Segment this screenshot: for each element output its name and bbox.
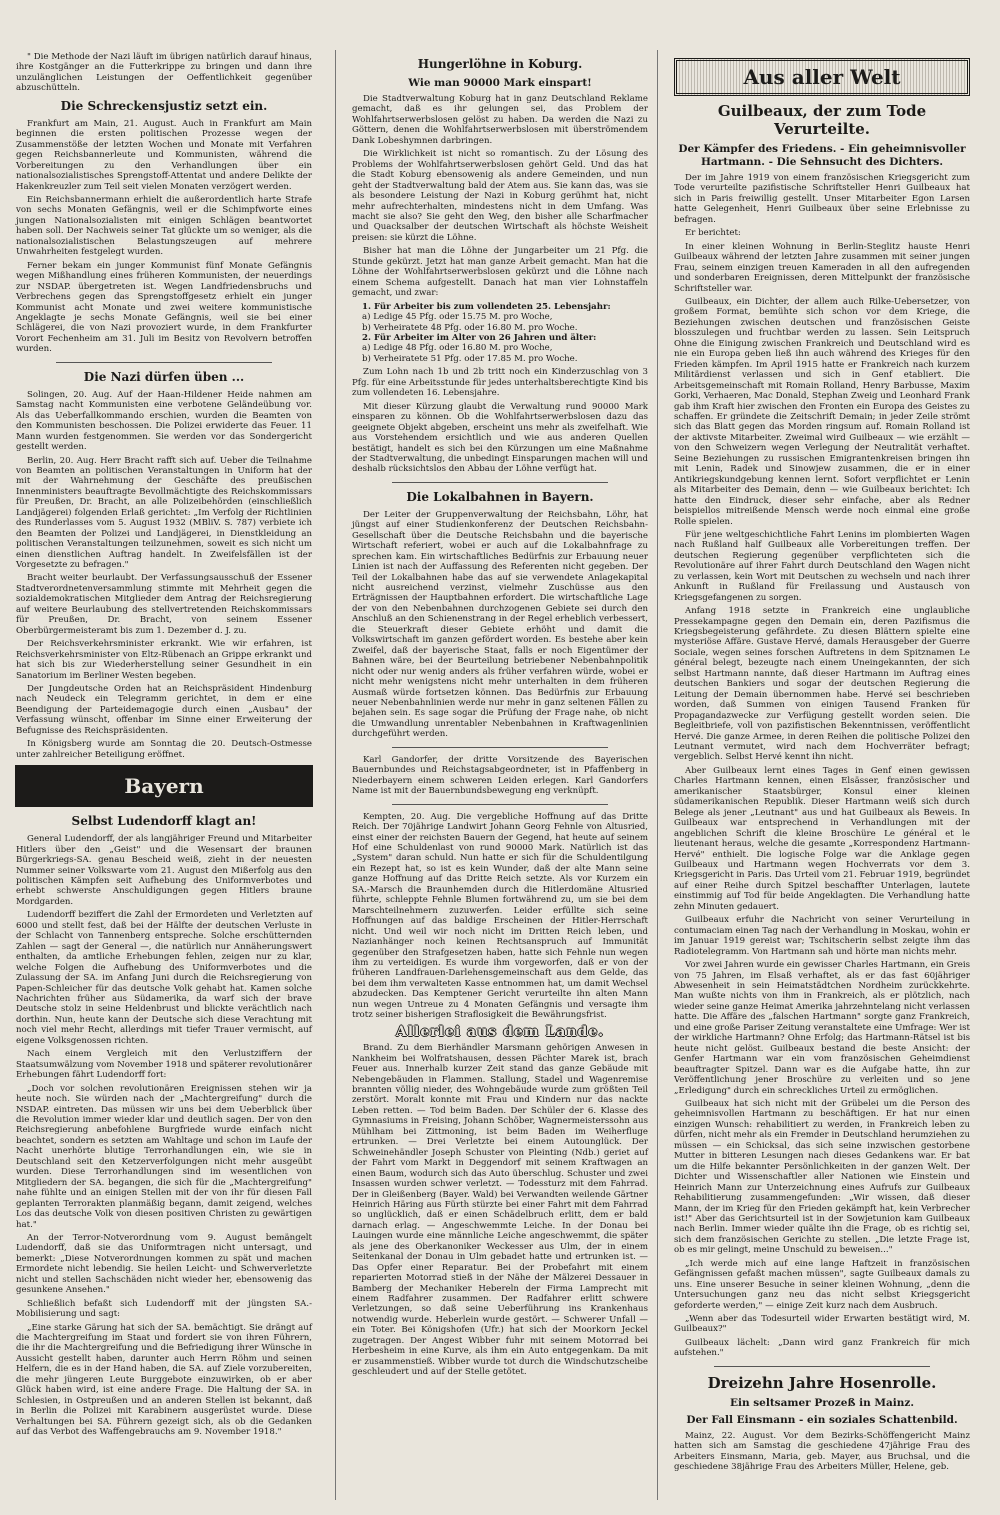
subheadline: Der Fall Einsmann - ein soziales Schattenbild. bbox=[686, 1413, 958, 1426]
list-item: 1. Für Arbeiter bis zum vollendeten 25. Lebensjahr: bbox=[362, 301, 611, 312]
article-paragraph: „Doch vor solchen revolutionären Ereignissen stehen wir ja heute noch. Sie würden nach der „Machtergreifung" durch die NSDAP. eintreten. Das müssen wir uns bei dem Ueberblick über die Revolution immer wieder klar und deutlich sagen. Der von den Reichsregierung anbefohlene Burgfriede wurde einfach nicht beachtet, sondern es setzten am Wahltage und schon im Laufe der Nacht unerhörte blutige Terrorhandlungen ein, wie sie in Deutschland seit den Ketzerverfolgungen nicht mehr ausgeübt wurden. Diese Terrorhandlungen sind im wesentlichen von Mitgliedern der SA. begangen, die sich für die „Machtergreifung" nahe fühlte und an einigen Stellen mit der von ihr für diesen Fall geplanten Terrorakten planmäßig begann, damit zeigend, welches Los das deutsche Volk von diesen positiven Christen zu gewärtigen hat." bbox=[16, 1083, 312, 1230]
article-paragraph: Für jene weltgeschichtliche Fahrt Lenins im plombierten Wagen nach Rußland half Guilbeaux alle Vorbereitungen treffen. Der deutschen Regierung gegenüber verpflichteten sich die Revolutionäre auf ihrer Fahrt durch Deutschland den Wagen nicht zu verlassen, kein Wort mit Deutschen zu wechseln und nach ihrer Ankunft in Rußland für Freilassung und Austausch von Kriegsgefangenen zu sorgen. bbox=[674, 529, 970, 603]
article-paragraph: Vor zwei Jahren wurde ein gewisser Charles Hartmann, ein Greis von 75 Jahren, im Elsaß verhaftet, als er das fast 60jähriger Abwesenheit in sein Heimatstädtchen Nordheim zurückkehrte. Man wußte nichts von ihm in Frankreich, als er plötzlich, nach wieder seine ganze Heimat Amerika jahrzehntelang nicht verlassen hatte. Die Affäre des „falschen Hartmann" sorgte ganz Frankreich, und eine große Pariser Zeitung veranstaltete eine Umfrage: Wer ist der wirkliche Hartmann? Ohne Erfolg; das Hartmann-Rätsel ist bis heute nicht gelöst. Guilbeaux bestand die beste Ansicht: der Genfer Hartmann war ein vom französischen Geheimdienst beauftragter Spitzel. Dann war es die Aufgabe hatte, ihn zur Veröffentlichung jener Broschüre zu verleiten und so jene „Erledigung" durch ein schreckliches Urteil zu ermöglichen. bbox=[674, 960, 970, 1096]
subheadline: Der Kämpfer des Friedens. - Ein geheimnisvoller Hartmann. - Die Sehnsucht des Dichters. bbox=[678, 143, 966, 168]
article-paragraph: In Königsberg wurde am Sonntag die 20. Deutsch-Ostmesse unter zahlreicher Beteiligung eröffnet. bbox=[16, 739, 312, 760]
column-rule bbox=[657, 50, 658, 1500]
headline-schreckensjustiz: Die Schreckensjustiz setzt ein. bbox=[60, 98, 268, 113]
article-paragraph: Brand. Zu dem Bierhändler Marsmann gehörigen Anwesen in Nankheim bei Wolfratshausen, dessen Pächter Marek ist, brach Feuer aus. Innerhalb kurzer Zeit stand das ganze Gebäude mit Nebengebäuden in Flammen. Stallung, Stadel und Wagenremise brannten völlig nieder, des Wohngebäude wurde zum größten Teil zerstört. Moralt konnte mit Frau und Kindern nur das nackte Leben retten. — Tod beim Baden. Der Schüler der 6. Klasse des Gymnasiums in Freising, Johann Schöber, Wagnermeisterssohn aus Mühlham bei Zittmoning, ist beim Baden im Weiherfluge ertrunken. — Drei Verletzte bei einem Autounglück. Der Schweinehändler Joseph Schuster von Pleinting (Ndb.) geriet auf der Fahrt vom Markt in Deggendorf mit seinem Kraftwagen an einen Baum, wodurch sich das Auto überschlug. Schuster und zwei Insassen wurden schwer verletzt. — Todessturz mit dem Fahrrad. Der in Gleißenberg (Bayer. Wald) bei Verwandten weilende Gärtner Heinrich Häring aus Fürth stürzte bei einer Fahrt mit dem Fahrrad so unglücklich, daß er einen Schädelbruch erlitt, dem er bald darnach erlag. — Angeschwemmte Leiche. In der Donau bei Lauingen wurde eine männliche Leiche angeschwemmt, die später als jene des Oberkanoniker Weckesser aus Ulm, der in einem Seitenkanal der Donau in Ulm gebadet hatte und ertrunken ist. — Das Opfer einer Reparatur. Bei der Probefahrt mit einem reparierten Motorrad stieß in der Nähe der Mälzerei Dessauer in Bamberg der Mechaniker Hebereln der Firma Lamprecht mit einem Radfahrer zusammen. Der Radfahrer erlitt schwere Verletzungen, so daß seine Ueberführung ins Krankenhaus notwendig wurde. Heberlein wurde gestört. — Schwerer Unfall — ein Toter. Bei Königshofen (Ufr.) hat sich der Moorkorn Jeckel zugetragen. Der Angest Wibber fuhr mit seinem Motorrad bei Herbesheim in eine Kurve, als ihm ein Auto entgegenkam. Da mit er zusammenstieß. Wibber wurde tot durch die Windschutzscheibe geschleudert und auf der Stelle getötet. bbox=[352, 1043, 648, 1378]
headline-lokalbahnen: Die Lokalbahnen in Bayern. bbox=[406, 489, 594, 504]
list-item: b) Verheiratete 48 Pfg. oder 16.80 M. pro Woche. bbox=[362, 322, 578, 333]
list-item: a) Ledige 48 Pfg. oder 16.80 M. pro Woche, bbox=[362, 343, 553, 354]
list-item: a) Ledige 45 Pfg. oder 15.75 M. pro Woche, bbox=[362, 312, 553, 323]
article-paragraph: Ferner bekam ein junger Kommunist fünf Monate Gefängnis wegen Mißhandlung eines früheren Kommunisten, der neuerdings zur NSDAP. übergetreten ist. Wegen Landfriedensbruchs und Verbrechens gegen das Sprengstoffgesetz erhielt ein junger Kommunist acht Monate und zwei weitere kommunistische Angeklagte je sechs Monate Gefängnis, weil sie bei einer Schlägerei, die von Nazi provoziert wurde, in dem Frankfurter Vorort Fechenheim am 31. Juli im Besitz von Revolvern betroffen wurden. bbox=[16, 260, 312, 355]
article-paragraph: Bisher hat man die Löhne der Jungarbeiter um 21 Pfg. die Stunde gekürzt. Jetzt hat man ganze Arbeit gemacht. Man hat die Löhne der Wohlfahrtserwerbslosen gekürzt und die Löhne nach einem Schema aufgestellt. Danach hat man vier Lohnstaffeln gemacht, und zwar: bbox=[352, 246, 648, 299]
article-paragraph: An der Terror-Notverordnung vom 9. August bemängelt Ludendorff, daß sie das Uniformtragen nicht untersagt, und bemerkt: „Diese Notverordnungen kommen zu spät und machen Ermordete nicht lebendig. Sie heilen Leicht- und Schwerverletzte nicht und stellen Sachschäden nicht wieder her, ebensowenig das gesunkene Ansehen." bbox=[16, 1232, 312, 1296]
article-paragraph: Ludendorff beziffert die Zahl der Ermordeten und Verletzten auf 6000 und stellt fest, daß bei der Hälfte der deutschen Verluste in der Schlacht von Tannenberg entspreche. Solche erschütternden Zahlen — sagt der General —, die natürlich nur Annäherungswert enthalten, da amtliche Erhebungen fehlen, zeigen nur zu klar, welche Folgen die Aufhebung des Uniformverbotes und die Zulassung der SA. im Anfang Juni durch die Reichsregierung von Papen-Schleicher für das deutsche Volk gehabt hat. Kamen solche Nachrichten früher aus Südamerika, da warf sich der brave Deutsche stolz in seine Heldenbrust und blickte verächtlich nach dorthin. Nun, heute kann der Deutsche sich diese Verachtung mit noch viel mehr Recht, allerdings mit tiefer Trauer vermischt, auf eigene Volksgenossen richten. bbox=[16, 910, 312, 1046]
article-paragraph: Schließlich befaßt sich Ludendorff mit der jüngsten SA.-Mobilisierung und sagt: bbox=[16, 1298, 312, 1320]
article-paragraph: „Eine starke Gärung hat sich der SA. bemächtigt. Sie drängt auf die Machtergreifung im Staat und fordert sie von ihren Führern, die ihr die Machtergreifung und die Befriedigung ihrer Wünsche in Aussicht gestellt haben, darunter auch Herrn Röhm und seinen Helfern, die es in der Hand haben, die SA. auf Ziele vorzubereiten, die mehr jüngeren Leute Burggebote einzuwirken, ob er aber Glück haben wird, ist eine andere Frage. Die Haltung der SA. in Schlesien, in Ostpreußen und an anderen Stellen ist bekannt, daß in Berlin die Polizei mit Karabinern ausgerüstet wurde. Diese Verhaltungen bei SA. Führern gezeigt sich, als ob die Gedanken auf das Verbot des Waffengebrauchs am 9. November 1918." bbox=[16, 1322, 312, 1438]
column-middle bbox=[352, 52, 648, 1381]
headline-ludendorff: Selbst Ludendorff klagt an! bbox=[71, 814, 257, 829]
column-left bbox=[16, 52, 312, 1441]
article-paragraph: Guilbeaux, ein Dichter, der allem auch Rilke-Uebersetzer, von großem Format, bemühte sich schon vor dem Kriege, die Beziehungen zwischen deutschen und französischen Geiste blosszulegen und fruchtbar werden zu lassen. Sein Leitspruch Ohne die Einigung zwischen Frankreich und Deutschland wird es nie ein Europa geben ließ ihn auch während des Krieges für den Frieden kämpfen. Im April 1915 hatte er Frankreich nach kurzem Militärdienst verlassen und sich in Genf etabliert. Die Arbeitsgemeinschaft mit Romain Rolland, Henry Barbusse, Maxim Gorki, Verhaeren, Mac Donald, Stephan Zweig und Leonhard Frank gab ihm Kraft hier zwischen den Fronten ein Europa des Geistes zu schaffen. Er gründete die Zeitschrift Demain; in jeder Zeile strömt sich das Blatt gegen das Morden ringsum auf. Romain Rolland ist der aktivste Mitarbeiter. Zweimal wird Guilbeaux — wie erzählt — von den Schweizern wegen Verlegung der Neutralität verhaftet. Seine Beziehungen zu russischen Emigrantenkreisen bringen ihn mit Lenin, Radek und Sinowjew zusammen, die er in einer Antikriegskundgebung kennen lernt. Sofort verpflichtet er Lenin als Mitarbeiter des Demain, denn — wie Guilbeaux berichtet: Ich hatte den Eindruck, dieser sehr einfache, aber als Redner beispiellos mitreißende Mensch werde noch einmal eine große Rolle spielen. bbox=[674, 296, 971, 527]
article-paragraph: Guilbeaux erfuhr die Nachricht von seiner Verurteilung in contumaciam einen Tag nach der Verhandlung in Moskau, wohin er im Januar 1919 gereist war; Tschitscherin selbst zeigte ihm das Radiotelegramm. Von Hartmann sah und hörte man nichts mehr. bbox=[674, 915, 970, 957]
divider bbox=[56, 362, 272, 363]
divider bbox=[392, 482, 608, 483]
list-item: b) Verheiratete 51 Pfg. oder 17.85 M. pro Woche. bbox=[362, 353, 578, 364]
column-right bbox=[674, 52, 970, 1476]
article-paragraph: „Ich werde mich auf eine lange Haftzeit in französischen Gefängnissen gefaßt machen müssen", sagte Guilbeaux damals zu uns. Eine unserer Besuche in seiner kleinen Wohnung, „denn die Untersuchungen ganz neu das nicht selbst Kriegsgericht geforderte werden," — einige Zeit kurz nach dem Ausbruch. bbox=[674, 1258, 970, 1311]
article-paragraph: Karl Gandorfer, der dritte Vorsitzende des Bayerischen Bauernbundes und Reichstagsabgeordneter, ist in Pfaffenberg in Niederbayern einem schweren Leiden erlegen. Karl Gandorfers Name ist mit der Bauernbundsbewegung eng verknüpft. bbox=[352, 754, 648, 797]
article-paragraph: Zum Lohn nach 1b und 2b tritt noch ein Kinderzuschlag von 3 Pfg. für eine Arbeitsstunde für jedes unterhaltsberechtigte Kind bis zum vollendeten 16. Lebensjahre. bbox=[352, 367, 648, 399]
article-paragraph: Kempten, 20. Aug. Die vergebliche Hoffnung auf das Dritte Reich. Der 70jährige Landwirt Johann Georg Fehnle von Altusried, einst einer der reichsten Bauern der Gegend, hat heute auf seinem Hof eine Schuldenlast von rund 90000 Mark. Natürlich ist das „System" daran schuld. Nun hatte er sich für die Schuldentilgung ein Rezept hat, so ist es kein Wunder, daß der alte Mann seine ganze Hoffnung auf das Dritte Reich setzte. Als vor Kurzem ein SA.-Marsch die Braunhemden durch die Hitlerdomäne Altusried führte, schleppte Fehnle Blumen fortwährend zu, um sie bei dem Marschteilnehmern zuzuwerfen. Leider erfüllte sich seine Hoffnungen auf das baldige Erscheinen der Hitler-Herrschaft nicht. Und weil wir noch nicht im Dritten Reich leben, und Nazianhänger noch keinen Rechtsanspruch auf Immunität gegenüber den Strafgesetzen haben, hatte sich Fehnle nun wegen ihm zu verteidigen. Es wurde ihm vorgeworfen, daß er von der früheren Landfrauen-Darlehensgemeinschaft aus dem Gelde, das bei dem ihm verwalteten Kasse entnommen hat, um damit Wechsel abzudecken. Das Kemptener Gericht verurteilte ihn alten Mann nun wegen Untreue zu 4 Monaten Gefängnis und versagte ihm trotz seiner bisherigen Straflosigkeit die Bewährungsfrist. bbox=[352, 811, 648, 1021]
article-paragraph: Berlin, 20. Aug. Herr Bracht rafft sich auf. Ueber die Teilnahme von Beamten an politischen Veranstaltungen in Uniform hat der mit der Wahrnehmung der Geschäfte des preußischen Innenministers beauftragte Bevollmächtigte des Reichskommissars für Preußen, Dr. Bracht, an alle Polizeibehörden (einschließlich Landjägerei) folgenden Erlaß gerichtet: „Im Verfolg der Richtlinien des Runderlasses vom 5. August 1932 (MBliV. S. 787) verbiete ich den Beamten der Polizei und Landjägerei, in Dienstkleidung an politischen Veranstaltungen teilzunehmen, soweit es sich nicht um einen dienstlichen Auftrag handelt. In Zweifelsfällen ist der Vorgesetzte zu befragen." bbox=[16, 455, 312, 571]
subheadline: Wie man 90000 Mark einspart! bbox=[408, 77, 592, 89]
article-paragraph: Nach einem Vergleich mit den Verlustziffern der Staatsumwälzung vom November 1918 und späterer revolutionärer Erhebungen fährt Ludendorff fort: bbox=[16, 1049, 312, 1081]
headline-hungerloehne: Hungerlöhne in Koburg. bbox=[417, 57, 583, 71]
article-paragraph: Er berichtet: bbox=[685, 228, 741, 239]
article-paragraph: Mit dieser Kürzung glaubt die Verwaltung rund 90000 Mark einsparen zu können. Ob die Wohlfahrtserwerbslosen dazu das geeignete Objekt abgeben, erscheint uns mehr als zweifelhaft. Wie aus Vorstehendem ersichtlich und wie aus anderen Quellen bestätigt, handelt es sich bei den Kürzungen um eine Maßnahme der Stadtverwaltung, die unbedingt Einsparungen machen will und deshalb rücksichtslos den Abbau der Löhne verfügt hat. bbox=[352, 401, 648, 475]
divider bbox=[714, 1366, 930, 1367]
article-paragraph: General Ludendorff, der als langjähriger Freund und Mitarbeiter Hitlers über den „Geist" und die Wesensart der braunen Bürgerkriegs-SA. genau Bescheid weiß, zieht in der neuesten Nummer seiner Volkswarte vom 21. August den Mißerfolg aus den politischen Kämpfen seit Aufhebung des Uniformverbotes und erhebt schwerste Anschuldigungen gegen Hitlers braune Mordgarden. bbox=[16, 834, 312, 907]
article-paragraph: Bracht weiter beurlaubt. Der Verfassungsausschuß der Essener Stadtverordnetenversammlung stimmte mit Mehrheit gegen die sozialdemokratischen Mitglieder dem Antrag der Reichsregierung auf weitere Beurlaubung des stellvertretenden Reichskommissars für Preußen, Dr. Bracht, von seinem Essener Oberbürgermeisteramt bis zum 1. Dezember d. J. zu. bbox=[16, 573, 312, 636]
headline-guilbeaux: Guilbeaux, der zum Tode Verurteilte. bbox=[717, 102, 927, 138]
list-item: 2. Für Arbeiter im Alter von 26 Jahren und älter: bbox=[362, 332, 597, 343]
article-paragraph: Solingen, 20. Aug. Auf der Haan-Hildener Heide nahmen am Samstag nacht Kommunisten eine verbotene Geländeübung vor. Als das Ueberfallkommando erschien, wurden die Beamten von den Kommunisten beschossen. Die Polizei erwiderte das Feuer. 11 Mann wurden festgenommen. Sie werden vor das Sondergericht gestellt werden. bbox=[16, 389, 312, 453]
article-paragraph: Frankfurt am Main, 21. August. Auch in Frankfurt am Main beginnen die ersten politischen Prozesse wegen der Zusammenstöße der letzten Wochen und Monate mit Verfahren gegen Reichsbannerleute und Kommunisten, während die Vorbereitungen zu den Verhandlungen über ein nationalsozialistisches Sprengstoff-Attentat und andere Delikte der Hakenkreuzler zum Teil seit vielen Monaten verzögert werden. bbox=[16, 118, 312, 192]
article-paragraph: Anfang 1918 setzte in Frankreich eine unglaubliche Pressekampagne gegen den Demain ein, deren Pazifismus die Kriegsbegeisterung gefährdete. Zu diesen Blättern spielte eine mysteriöse Affäre. Gustave Hervé, damals Herausgeber der Guerre Sociale, wegen seines forschen Auftretens in dem Spitznamen Le général belegt, bezeugte nach einem Uneingekannten, der sich selbst Hartmann nannte, daß dieser Hartmann im Auftrag eines deutschen Bankiers und sogar der deutschen Regierung die Leitung der Demain übernommen habe. Hervé sei beschrieben worden, daß Summen von einigen Tausend Franken für Propagandazwecke zur Verfügung gestellt worden seien. Die Begleitbriefe, voll von pazifistischen Bekenntnissen, veröffentlicht Hervé. Die ganze Armee, in deren Reihen die politische Polizei den Leutnant vermutet, wird nach dem Hochverräter befragt; vergeblich. Selbst Hervé kennt ihn nicht. bbox=[674, 606, 970, 763]
divider bbox=[392, 804, 608, 805]
article-paragraph: Guilbeaux lächelt: „Dann wird ganz Frankreich für mich aufstehen." bbox=[674, 1337, 970, 1359]
divider bbox=[392, 747, 608, 748]
subheadline: Ein seltsamer Prozeß in Mainz. bbox=[729, 1396, 915, 1409]
headline-allerlei: Allerlei aus dem Lande. bbox=[395, 1023, 605, 1040]
article-paragraph: Der Jungdeutsche Orden hat an Reichspräsident Hindenburg nach Neudeck ein Telegramm gerichtet, in dem er eine Beendigung der Parteidemagogie durch einen „Ausbau" der Verfassung wünscht, offenbar im Sinne einer Erweiterung der Befugnisse des Reichspräsidenten. bbox=[16, 684, 312, 736]
article-paragraph: „Wenn aber das Todesurteil wider Erwarten bestätigt wird, M. Guilbeaux?" bbox=[674, 1314, 970, 1335]
section-banner-aus-aller-welt: Aus aller Welt bbox=[674, 58, 970, 96]
section-banner-bayern: Bayern bbox=[16, 766, 312, 806]
wage-list bbox=[352, 302, 648, 365]
article-paragraph: Die Wirklichkeit ist nicht so romantisch. Zu der Lösung des Problems der Wohlfahrtserwerbslosen gehört Geld. Und das hat die Stadt Koburg ebensowenig als andere Gemeinden, und nun geht der Stadtverwaltung bald der Atem aus. Sie kann das, was sie als besondere Leistung der Nazi in Koburg gerühmt hat, nicht mehr aufrechterhalten, mindestens nicht in dem Umfang. Was macht sie also? Sie geht den Weg, den bisher alle Scharfmacher und Quacksalber der deutschen Wirtschaft als höchste Weisheit preisen: sie kürzt die Löhne. bbox=[352, 149, 648, 243]
column-rule bbox=[335, 50, 336, 1500]
article-paragraph: Aber Guilbeaux lernt eines Tages in Genf einen gewissen Charles Hartmann kennen, einen Elsässer, französischer und amerikanischer Staatsbürger, Konsul einer kleinen südamerikanischen Republik. Dieser Hartmann weiß sich durch Belege als jener „Leutnant" aus und hat Guilbeaux als Beweis. In Guilbeaux war entsprechend in Verhandlungen mit der angeblichen Schrift die kleine Broschüre Le général et le lieutenant heraus, welche die gesamte „Korrespondenz Hartmann-Hervé" enthielt. Die logische Folge war die Anklage gegen Guilbeaux und Hartmann wegen Hochverrats vor dem 3. Kriegsgericht in Paris. Das Urteil vom 21. Februar 1919, begründet auf einer Reihe durch Spitzel beschaffter Unterlagen, lautete einstimmig auf Tod für beide Angeklagten. Die Verhandlung hatte zehn Minuten gedauert. bbox=[674, 765, 970, 912]
article-paragraph: Ein Reichsbannermann erhielt die außerordentlich harte Strafe von sechs Monaten Gefängnis, weil er die Schimpfworte eines jungen Nationalsozialisten mit einigen Schlägen beantwortet haben soll. Der Nachweis seiner Tat glückte um so weniger, als die nationalsozialistischen Belastungszeugen auf mehrere Unwahrheiten festgelegt wurden. bbox=[16, 194, 312, 258]
article-paragraph: " Die Methode der Nazi läuft im übrigen natürlich darauf hinaus, ihre Kostgänger an die Futterkrippe zu bringen und dann ihre unzulänglichen Leistungen der Oeffentlichkeit gegenüber abzuschütteln. bbox=[16, 52, 312, 94]
article-paragraph: Mainz, 22. August. Vor dem Bezirks-Schöffengericht Mainz hatten sich am Samstag die geschiedene 47jährige Frau des Arbeiters Einsmann, Maria, geb. Mayer, aus Bruchsal, und die geschiedene 38jährige Frau des Arbeiters Müller, Helene, geb. bbox=[674, 1430, 970, 1473]
article-paragraph: In einer kleinen Wohnung in Berlin-Steglitz hauste Henri Guilbeaux während der letzten Jahre zusammen mit seiner jungen Frau, seinem einzigen treuen Kameraden in all den aufregenden und sonderbaren Ereignissen, deren Mittelpunkt der französische Schriftsteller war. bbox=[674, 241, 970, 294]
article-paragraph: Guilbeaux hat sich nicht mit der Grübelei um die Person des geheimnisvollen Hartmann zu beschäftigen. Er hat nur einen einzigen Wunsch: rehabilitiert zu werden, in Frankreich leben zu dürfen, nicht mehr als ein Fremder in Deutschland herumziehen zu müssen — ein Schicksal, das sich seine inzwischen gestorbene Mutter in bitteren Lesungen nach dieses Gedankens war. Er bat um die Hilfe bekannter Persönlichkeiten in der ganzen Welt. Der Dichter und Wissenschaftler aller Nationen wie Einstein und Heinrich Mann zur Unterzeichnung eines Aufrufs zur Guilbeaux Rehabilitierung zusammengefunden: „Wir wissen, daß dieser Mann, der im Krieg für den Frieden gekämpft hat, kein Verbrecher ist!" Aber das Gerichtsurteil ist in der Sowjetunion kam Guilbeaux nach Berlin. Immer wieder quälte ihn die Frage, ob es richtig sei, sich dem französischen Gerichte zu stellen. „Die letzte Frage ist, ob es mir gelingt, meine Unschuld zu beweisen..." bbox=[674, 1098, 970, 1256]
article-paragraph: Die Stadtverwaltung Koburg hat in ganz Deutschland Reklame gemacht, daß es ihr gelungen sei, das Problem der Wohlfahrtserwerbslosen gelöst zu haben. Da werden die Nazi zu Göttern, denen die Wohlfahrtserwerbslosen mit überströmendem Dank Lobeshymnen darbringen. bbox=[352, 94, 648, 146]
article-paragraph: Der Reichsverkehrsminister erkrankt. Wie wir erfahren, ist Reichsverkehrsminister von Eltz-Rübenach an Grippe erkrankt und hat sich bis zur Wiederherstellung seiner Gesundheit in ein Sanatorium im Berliner Westen begeben. bbox=[16, 639, 312, 681]
article-paragraph: Der Leiter der Gruppenverwaltung der Reichsbahn, Löhr, hat jüngst auf einer Studienkonferenz der Deutschen Reichsbahn-Gesellschaft über die Deutsche Reichsbahn und die bayerische Wirtschaft referiert, wobei er auch auf die Lokalbahnfrage zu sprechen kam. Ein wirtschaftliches Bedürfnis zur Erbauung neuer Linien ist nach der Auffassung des Referenten nicht gegeben. Der Teil der Lokalbahnen habe das auf sie verwendete Anlagekapital nicht ausreichend verzinst, vielmehr Zuschüsse aus den Erträgnissen der Hauptbahnen erfordert. Die wirtschaftliche Lage der von den Nebenbahnen durchzogenen Gebiete sei durch den Anschluß an den Schienenstrang in der Regel erheblich verbessert, die Steuerkraft dieser Gebiete erhöht und damit die Volkswirtschaft im ganzen gefördert worden. Es bestehe aber kein Zweifel, daß der bayerische Staat, falls er noch Eigentümer der Bahnen wäre, bei der Beurteilung betriebener Nebenbahnpolitik nicht oder nur wenig anders als früher verfahren würde, wobei er nicht mehr wenigstens nicht mehr unterhalten in dem früheren Ausmaß würde fortsetzen können. Das Bedürfnis zur Erbauung neuer Nebenbahnlinien werde nur mehr in ganz seltenen Fällen zu bejahen sein. Es sage sogar die Prüfung der Frage nahe, ob nicht die Umwandlung unrentabler Nebenbahnen in Kraftwagenlinien durchgeführt werden. bbox=[352, 509, 648, 740]
article-paragraph: Der im Jahre 1919 von einem französischen Kriegsgericht zum Tode verurteilte pazifistische Schriftsteller Henri Guilbeaux hat sich in Paris freiwillig gestellt. Unser Mitarbeiter Egon Larsen hatte Gelegenheit, Henri Guilbeaux über seine Erlebnisse zu befragen. bbox=[674, 173, 970, 225]
headline-hosenrolle: Dreizehn Jahre Hosenrolle. bbox=[707, 1373, 937, 1392]
headline-nazi-ueben: Die Nazi dürfen üben ... bbox=[83, 369, 245, 384]
